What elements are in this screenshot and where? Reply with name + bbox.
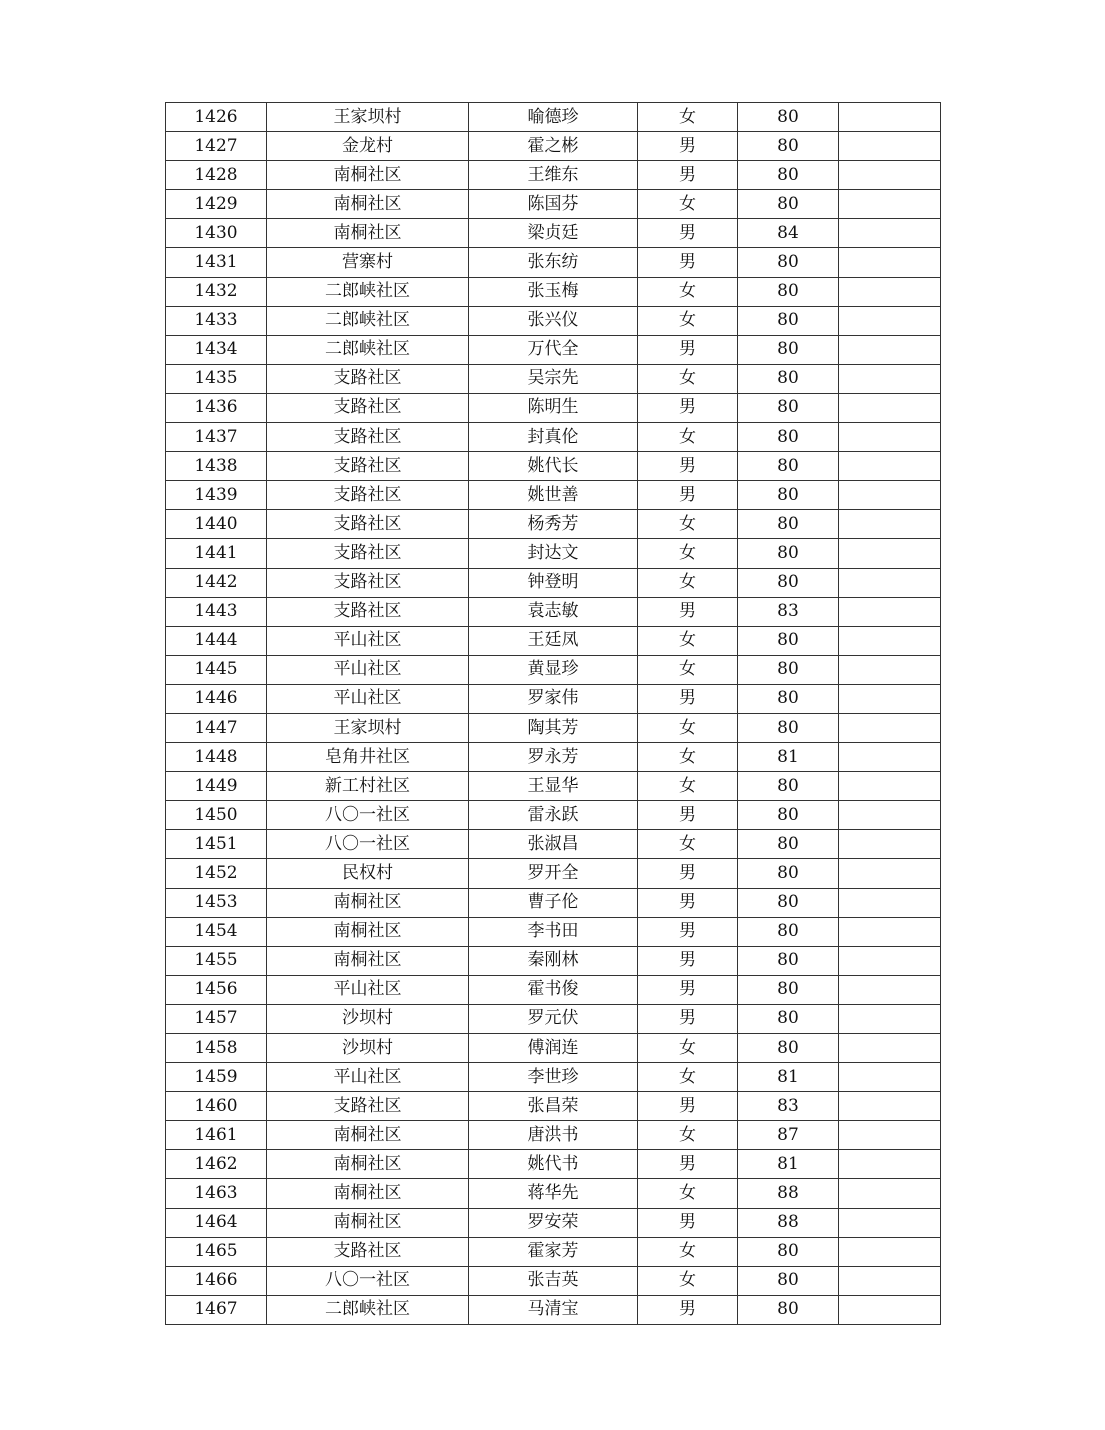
gender-cell: 男 (638, 481, 738, 510)
serial-number-cell: 1463 (166, 1179, 267, 1208)
table-row (166, 539, 941, 568)
community-cell: 平山社区 (267, 1063, 469, 1092)
table-row (166, 1063, 941, 1092)
name-cell: 杨秀芳 (469, 510, 638, 539)
name-cell: 梁贞廷 (469, 219, 638, 248)
table-row (166, 190, 941, 219)
serial-number-cell: 1446 (166, 684, 267, 713)
serial-number-cell: 1430 (166, 219, 267, 248)
community-cell: 支路社区 (267, 1092, 469, 1121)
note-cell (839, 859, 941, 888)
serial-number-cell: 1443 (166, 597, 267, 626)
community-cell: 平山社区 (267, 626, 469, 655)
age-cell: 80 (738, 539, 839, 568)
age-cell: 80 (738, 335, 839, 364)
table-row (166, 1034, 941, 1063)
age-cell: 80 (738, 626, 839, 655)
age-cell: 81 (738, 1063, 839, 1092)
note-cell (839, 393, 941, 422)
community-cell: 支路社区 (267, 1237, 469, 1266)
table-row (166, 888, 941, 917)
serial-number-cell: 1450 (166, 801, 267, 830)
note-cell (839, 423, 941, 452)
gender-cell: 女 (638, 510, 738, 539)
note-cell (839, 510, 941, 539)
name-cell: 陈明生 (469, 393, 638, 422)
note-cell (839, 364, 941, 393)
gender-cell: 女 (638, 655, 738, 684)
age-cell: 80 (738, 772, 839, 801)
serial-number-cell: 1429 (166, 190, 267, 219)
note-cell (839, 1004, 941, 1033)
community-cell: 民权村 (267, 859, 469, 888)
gender-cell: 男 (638, 859, 738, 888)
serial-number-cell: 1456 (166, 975, 267, 1004)
community-cell: 南桐社区 (267, 917, 469, 946)
name-cell: 钟登明 (469, 568, 638, 597)
serial-number-cell: 1465 (166, 1237, 267, 1266)
name-cell: 姚世善 (469, 481, 638, 510)
note-cell (839, 975, 941, 1004)
serial-number-cell: 1431 (166, 248, 267, 277)
note-cell (839, 1034, 941, 1063)
age-cell: 80 (738, 830, 839, 859)
table-row (166, 859, 941, 888)
serial-number-cell: 1455 (166, 946, 267, 975)
name-cell: 姚代长 (469, 452, 638, 481)
table-row (166, 219, 941, 248)
serial-number-cell: 1467 (166, 1295, 267, 1324)
age-cell: 83 (738, 1092, 839, 1121)
table-row (166, 510, 941, 539)
age-cell: 80 (738, 1004, 839, 1033)
serial-number-cell: 1461 (166, 1121, 267, 1150)
age-cell: 88 (738, 1179, 839, 1208)
table-row (166, 1092, 941, 1121)
age-cell: 80 (738, 364, 839, 393)
table-row (166, 393, 941, 422)
name-cell: 张吉英 (469, 1266, 638, 1295)
community-cell: 金龙村 (267, 132, 469, 161)
serial-number-cell: 1448 (166, 743, 267, 772)
age-cell: 80 (738, 859, 839, 888)
note-cell (839, 888, 941, 917)
community-cell: 南桐社区 (267, 1179, 469, 1208)
gender-cell: 女 (638, 423, 738, 452)
community-cell: 皂角井社区 (267, 743, 469, 772)
gender-cell: 男 (638, 219, 738, 248)
gender-cell: 男 (638, 452, 738, 481)
name-cell: 陈国芬 (469, 190, 638, 219)
gender-cell: 女 (638, 1034, 738, 1063)
name-cell: 蒋华先 (469, 1179, 638, 1208)
community-cell: 支路社区 (267, 452, 469, 481)
age-cell: 80 (738, 1237, 839, 1266)
name-cell: 封达文 (469, 539, 638, 568)
gender-cell: 男 (638, 888, 738, 917)
gender-cell: 男 (638, 1208, 738, 1237)
age-cell: 80 (738, 946, 839, 975)
note-cell (839, 335, 941, 364)
serial-number-cell: 1447 (166, 713, 267, 742)
table-row (166, 481, 941, 510)
community-cell: 营寨村 (267, 248, 469, 277)
name-cell: 罗永芳 (469, 743, 638, 772)
table-row (166, 1208, 941, 1237)
name-cell: 霍家芳 (469, 1237, 638, 1266)
age-cell: 84 (738, 219, 839, 248)
serial-number-cell: 1458 (166, 1034, 267, 1063)
serial-number-cell: 1434 (166, 335, 267, 364)
gender-cell: 女 (638, 190, 738, 219)
serial-number-cell: 1449 (166, 772, 267, 801)
serial-number-cell: 1432 (166, 277, 267, 306)
gender-cell: 男 (638, 946, 738, 975)
table-row (166, 335, 941, 364)
community-cell: 王家坝村 (267, 713, 469, 742)
table-row (166, 801, 941, 830)
serial-number-cell: 1462 (166, 1150, 267, 1179)
gender-cell: 女 (638, 277, 738, 306)
serial-number-cell: 1457 (166, 1004, 267, 1033)
note-cell (839, 481, 941, 510)
age-cell: 80 (738, 801, 839, 830)
name-cell: 姚代书 (469, 1150, 638, 1179)
community-cell: 支路社区 (267, 510, 469, 539)
note-cell (839, 1121, 941, 1150)
age-cell: 80 (738, 888, 839, 917)
table-row (166, 132, 941, 161)
community-cell: 南桐社区 (267, 1208, 469, 1237)
gender-cell: 女 (638, 1063, 738, 1092)
table-row (166, 917, 941, 946)
gender-cell: 男 (638, 597, 738, 626)
gender-cell: 女 (638, 626, 738, 655)
name-cell: 李世珍 (469, 1063, 638, 1092)
name-cell: 罗安荣 (469, 1208, 638, 1237)
gender-cell: 男 (638, 248, 738, 277)
roster-table (165, 102, 941, 1325)
community-cell: 南桐社区 (267, 161, 469, 190)
note-cell (839, 219, 941, 248)
gender-cell: 男 (638, 801, 738, 830)
community-cell: 新工村社区 (267, 772, 469, 801)
age-cell: 80 (738, 481, 839, 510)
age-cell: 80 (738, 248, 839, 277)
gender-cell: 女 (638, 1237, 738, 1266)
name-cell: 罗家伟 (469, 684, 638, 713)
age-cell: 80 (738, 452, 839, 481)
note-cell (839, 626, 941, 655)
gender-cell: 男 (638, 132, 738, 161)
table-row (166, 713, 941, 742)
name-cell: 唐洪书 (469, 1121, 638, 1150)
serial-number-cell: 1435 (166, 364, 267, 393)
gender-cell: 男 (638, 975, 738, 1004)
table-row (166, 1179, 941, 1208)
community-cell: 二郎峡社区 (267, 277, 469, 306)
table-row (166, 655, 941, 684)
table-row (166, 1004, 941, 1033)
community-cell: 支路社区 (267, 597, 469, 626)
community-cell: 平山社区 (267, 655, 469, 684)
table-row (166, 975, 941, 1004)
community-cell: 南桐社区 (267, 190, 469, 219)
age-cell: 80 (738, 1266, 839, 1295)
note-cell (839, 1208, 941, 1237)
age-cell: 87 (738, 1121, 839, 1150)
serial-number-cell: 1439 (166, 481, 267, 510)
community-cell: 支路社区 (267, 481, 469, 510)
serial-number-cell: 1464 (166, 1208, 267, 1237)
community-cell: 南桐社区 (267, 1121, 469, 1150)
gender-cell: 女 (638, 568, 738, 597)
gender-cell: 女 (638, 364, 738, 393)
age-cell: 80 (738, 917, 839, 946)
gender-cell: 女 (638, 713, 738, 742)
age-cell: 80 (738, 713, 839, 742)
table-row (166, 1295, 941, 1324)
note-cell (839, 1237, 941, 1266)
community-cell: 支路社区 (267, 393, 469, 422)
community-cell: 沙坝村 (267, 1034, 469, 1063)
gender-cell: 男 (638, 161, 738, 190)
age-cell: 80 (738, 510, 839, 539)
community-cell: 二郎峡社区 (267, 1295, 469, 1324)
name-cell: 雷永跃 (469, 801, 638, 830)
age-cell: 80 (738, 423, 839, 452)
note-cell (839, 277, 941, 306)
note-cell (839, 684, 941, 713)
name-cell: 傅润连 (469, 1034, 638, 1063)
gender-cell: 女 (638, 1121, 738, 1150)
serial-number-cell: 1441 (166, 539, 267, 568)
name-cell: 张淑昌 (469, 830, 638, 859)
community-cell: 八〇一社区 (267, 830, 469, 859)
community-cell: 支路社区 (267, 423, 469, 452)
note-cell (839, 132, 941, 161)
note-cell (839, 103, 941, 132)
name-cell: 封真伦 (469, 423, 638, 452)
table-row (166, 597, 941, 626)
name-cell: 秦刚林 (469, 946, 638, 975)
name-cell: 张昌荣 (469, 1092, 638, 1121)
table-row (166, 452, 941, 481)
community-cell: 平山社区 (267, 975, 469, 1004)
age-cell: 80 (738, 132, 839, 161)
note-cell (839, 539, 941, 568)
table-row (166, 1237, 941, 1266)
serial-number-cell: 1454 (166, 917, 267, 946)
gender-cell: 男 (638, 1150, 738, 1179)
note-cell (839, 1063, 941, 1092)
table-row (166, 626, 941, 655)
roster-table-body (166, 103, 941, 1325)
age-cell: 80 (738, 161, 839, 190)
note-cell (839, 946, 941, 975)
name-cell: 吴宗先 (469, 364, 638, 393)
table-row (166, 1266, 941, 1295)
age-cell: 81 (738, 1150, 839, 1179)
community-cell: 平山社区 (267, 684, 469, 713)
age-cell: 81 (738, 743, 839, 772)
age-cell: 80 (738, 684, 839, 713)
name-cell: 王显华 (469, 772, 638, 801)
name-cell: 喻德珍 (469, 103, 638, 132)
note-cell (839, 1295, 941, 1324)
gender-cell: 男 (638, 1295, 738, 1324)
age-cell: 80 (738, 190, 839, 219)
name-cell: 袁志敏 (469, 597, 638, 626)
gender-cell: 男 (638, 684, 738, 713)
table-row (166, 772, 941, 801)
community-cell: 支路社区 (267, 568, 469, 597)
serial-number-cell: 1466 (166, 1266, 267, 1295)
note-cell (839, 801, 941, 830)
note-cell (839, 452, 941, 481)
community-cell: 王家坝村 (267, 103, 469, 132)
serial-number-cell: 1444 (166, 626, 267, 655)
gender-cell: 女 (638, 1179, 738, 1208)
gender-cell: 女 (638, 743, 738, 772)
note-cell (839, 1266, 941, 1295)
table-row (166, 1150, 941, 1179)
name-cell: 马清宝 (469, 1295, 638, 1324)
note-cell (839, 161, 941, 190)
gender-cell: 女 (638, 306, 738, 335)
community-cell: 二郎峡社区 (267, 335, 469, 364)
name-cell: 张兴仪 (469, 306, 638, 335)
note-cell (839, 713, 941, 742)
community-cell: 南桐社区 (267, 1150, 469, 1179)
community-cell: 南桐社区 (267, 946, 469, 975)
table-row (166, 103, 941, 132)
note-cell (839, 1092, 941, 1121)
table-row (166, 684, 941, 713)
table-row (166, 946, 941, 975)
note-cell (839, 772, 941, 801)
gender-cell: 男 (638, 1004, 738, 1033)
name-cell: 罗开全 (469, 859, 638, 888)
name-cell: 李书田 (469, 917, 638, 946)
serial-number-cell: 1453 (166, 888, 267, 917)
serial-number-cell: 1452 (166, 859, 267, 888)
age-cell: 80 (738, 1034, 839, 1063)
note-cell (839, 248, 941, 277)
community-cell: 二郎峡社区 (267, 306, 469, 335)
name-cell: 霍之彬 (469, 132, 638, 161)
name-cell: 霍书俊 (469, 975, 638, 1004)
gender-cell: 男 (638, 917, 738, 946)
table-row (166, 248, 941, 277)
community-cell: 南桐社区 (267, 219, 469, 248)
note-cell (839, 568, 941, 597)
serial-number-cell: 1427 (166, 132, 267, 161)
serial-number-cell: 1460 (166, 1092, 267, 1121)
age-cell: 80 (738, 1295, 839, 1324)
name-cell: 张东纺 (469, 248, 638, 277)
serial-number-cell: 1440 (166, 510, 267, 539)
age-cell: 80 (738, 655, 839, 684)
name-cell: 陶其芳 (469, 713, 638, 742)
serial-number-cell: 1459 (166, 1063, 267, 1092)
community-cell: 南桐社区 (267, 888, 469, 917)
table-row (166, 568, 941, 597)
community-cell: 八〇一社区 (267, 1266, 469, 1295)
name-cell: 张玉梅 (469, 277, 638, 306)
age-cell: 80 (738, 393, 839, 422)
gender-cell: 男 (638, 335, 738, 364)
table-row (166, 743, 941, 772)
gender-cell: 男 (638, 1092, 738, 1121)
community-cell: 支路社区 (267, 364, 469, 393)
serial-number-cell: 1428 (166, 161, 267, 190)
serial-number-cell: 1433 (166, 306, 267, 335)
serial-number-cell: 1437 (166, 423, 267, 452)
name-cell: 曹子伦 (469, 888, 638, 917)
gender-cell: 女 (638, 830, 738, 859)
note-cell (839, 655, 941, 684)
note-cell (839, 1150, 941, 1179)
note-cell (839, 1179, 941, 1208)
name-cell: 王廷凤 (469, 626, 638, 655)
gender-cell: 女 (638, 539, 738, 568)
note-cell (839, 190, 941, 219)
age-cell: 83 (738, 597, 839, 626)
note-cell (839, 830, 941, 859)
name-cell: 黄显珍 (469, 655, 638, 684)
serial-number-cell: 1436 (166, 393, 267, 422)
table-row (166, 364, 941, 393)
gender-cell: 男 (638, 393, 738, 422)
age-cell: 80 (738, 103, 839, 132)
table-row (166, 423, 941, 452)
table-row (166, 306, 941, 335)
name-cell: 罗元伏 (469, 1004, 638, 1033)
community-cell: 沙坝村 (267, 1004, 469, 1033)
table-row (166, 161, 941, 190)
gender-cell: 女 (638, 1266, 738, 1295)
age-cell: 80 (738, 306, 839, 335)
community-cell: 支路社区 (267, 539, 469, 568)
serial-number-cell: 1445 (166, 655, 267, 684)
gender-cell: 女 (638, 103, 738, 132)
note-cell (839, 743, 941, 772)
age-cell: 88 (738, 1208, 839, 1237)
note-cell (839, 306, 941, 335)
age-cell: 80 (738, 975, 839, 1004)
note-cell (839, 597, 941, 626)
serial-number-cell: 1426 (166, 103, 267, 132)
table-row (166, 277, 941, 306)
name-cell: 王维东 (469, 161, 638, 190)
name-cell: 万代全 (469, 335, 638, 364)
serial-number-cell: 1442 (166, 568, 267, 597)
community-cell: 八〇一社区 (267, 801, 469, 830)
age-cell: 80 (738, 568, 839, 597)
table-row (166, 830, 941, 859)
age-cell: 80 (738, 277, 839, 306)
note-cell (839, 917, 941, 946)
table-row (166, 1121, 941, 1150)
serial-number-cell: 1451 (166, 830, 267, 859)
gender-cell: 女 (638, 772, 738, 801)
serial-number-cell: 1438 (166, 452, 267, 481)
